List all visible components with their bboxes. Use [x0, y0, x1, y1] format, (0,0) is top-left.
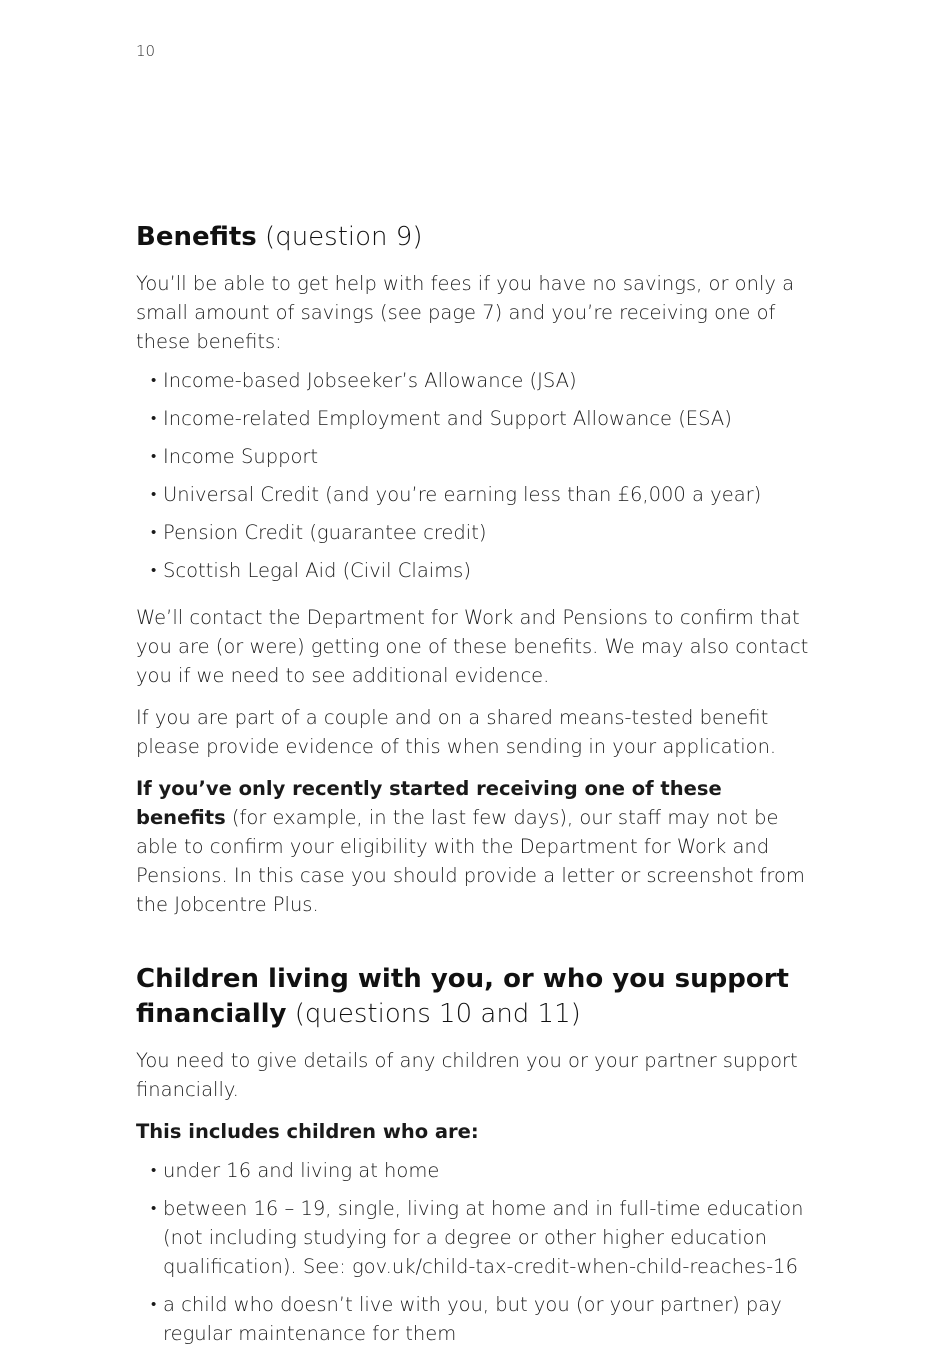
benefits-heading-question: (question 9): [256, 222, 423, 252]
benefits-list: [136, 366, 816, 585]
dwp-paragraph: We’ll contact the Department for Work and Pensions to confirm that you are (or were) getting one of these benefits. We may also contact you if we need to see additional evidence.: [136, 606, 809, 687]
children-list: [136, 1156, 816, 1348]
recent-benefits-bold: If you’ve only recently started receiving one of these benefits: [136, 777, 722, 829]
children-subheading: This includes children who are:: [136, 1120, 479, 1143]
page-content: [136, 220, 816, 1348]
children-heading-bold: Children living with you, or who you support financially: [136, 964, 789, 1029]
list-item: • Pension Credit (guarantee credit): [136, 518, 816, 547]
recent-benefits-text: (for example, in the last few days), our staff may not be able to confirm your eligibility with the Department for Work and Pensions. In this case you should provide a letter or screenshot from the Jobcentre Plus.: [136, 806, 805, 916]
list-item: • between 16 – 19, single, living at home and in full-time education (not including studying for a degree or other higher education qualification). See: gov.uk/child-tax-credit-when-child-reaches-16: [136, 1194, 816, 1281]
benefits-section: [136, 220, 816, 919]
children-heading: [136, 962, 816, 1032]
list-item: • Income Support: [136, 442, 816, 471]
page-number: 10: [136, 42, 156, 60]
list-item: • Income-related Employment and Support Allowance (ESA): [136, 404, 816, 433]
list-item: • Universal Credit (and you’re earning less than £6,000 a year): [136, 480, 816, 509]
children-section: [136, 962, 816, 1348]
benefits-heading: [136, 220, 816, 255]
list-item: • under 16 and living at home: [136, 1156, 816, 1185]
couple-paragraph: If you are part of a couple and on a shared means-tested benefit please provide evidence of this when sending in your application.: [136, 706, 777, 758]
list-item: • Scottish Legal Aid (Civil Claims): [136, 556, 816, 585]
children-intro: You need to give details of any children you or your partner support financially.: [136, 1049, 798, 1101]
recent-benefits-paragraph: [136, 774, 816, 919]
list-item: • a child who doesn’t live with you, but you (or your partner) pay regular maintenance for them: [136, 1290, 816, 1348]
list-item: • Income-based Jobseeker’s Allowance (JSA): [136, 366, 816, 395]
benefits-heading-bold: Benefits: [136, 222, 257, 252]
benefits-intro: You’ll be able to get help with fees if you have no savings, or only a small amount of savings (see page 7) and you’re receiving one of these benefits:: [136, 272, 795, 353]
children-heading-questions: (questions 10 and 11): [286, 999, 581, 1029]
